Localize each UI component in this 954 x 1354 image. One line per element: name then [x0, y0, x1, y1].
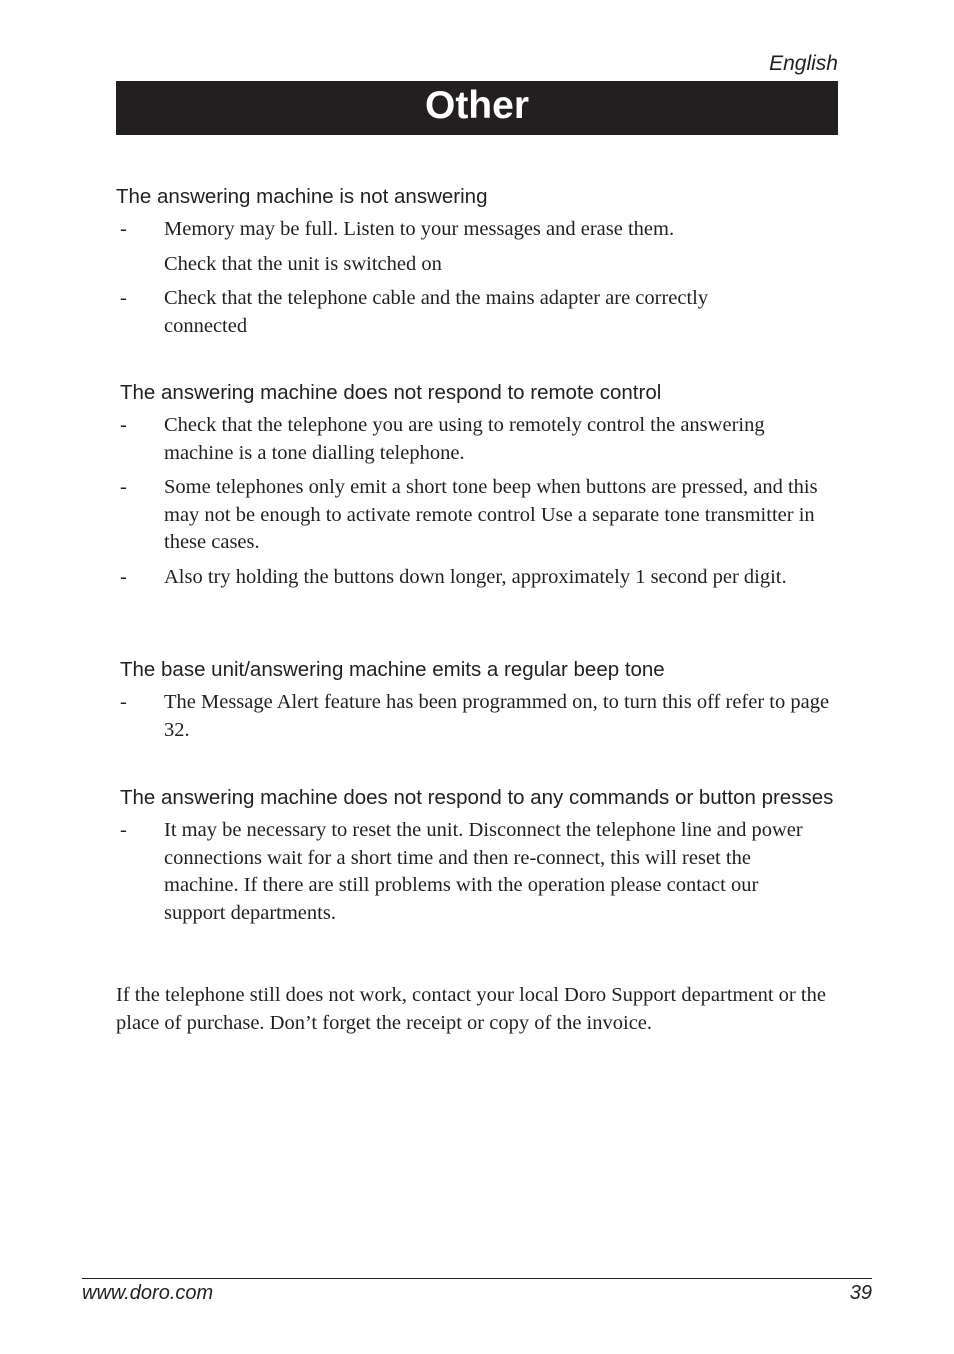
list-item	[116, 564, 838, 592]
list-item	[116, 412, 838, 467]
bullet-dash: -	[120, 819, 127, 841]
list-item-text: Some telephones only emit a short tone beep when buttons are pressed, and this may not be enough to activate remote control Use a separate tone transmitter in these cases.	[164, 476, 818, 553]
section-remote-control	[116, 379, 838, 598]
bullet-dash: -	[120, 252, 127, 275]
bullet-dash: -	[120, 691, 127, 713]
section-heading: The answering machine is not answering	[116, 185, 488, 208]
section-not-answering	[116, 183, 838, 347]
list-item-text: Memory may be full. Listen to your messages and erase them.	[164, 218, 675, 240]
bullet-dash: -	[120, 565, 127, 588]
list-item	[116, 817, 838, 927]
list-item-text: Check that the unit is switched on	[164, 252, 442, 275]
list-item-text: It may be necessary to reset the unit. Disconnect the telephone line and power connections wait for a short time and then re-connect, this will reset the machine. If there are still problems with the operation please contact our support departments.	[164, 819, 803, 924]
list-item-text: Also try holding the buttons down longer, approximately 1 second per digit.	[164, 565, 787, 588]
closing-paragraph: If the telephone still does not work, contact your local Doro Support department or the place of purchase. Don’t forget the receipt or copy of the invoice.	[116, 984, 826, 1034]
section-no-response	[116, 784, 838, 934]
bullet-dash: -	[120, 414, 127, 436]
list-item	[116, 474, 838, 557]
title-banner	[116, 81, 838, 135]
bullet-dash: -	[120, 476, 127, 498]
bullet-dash: -	[120, 218, 127, 240]
bullet-dash: -	[120, 287, 127, 309]
footer-divider	[82, 1278, 872, 1279]
list-item-text: The Message Alert feature has been programmed on, to turn this off refer to page 32.	[164, 691, 830, 741]
section-beep-tone	[116, 656, 838, 751]
list-item	[116, 689, 838, 744]
language-label: English	[769, 52, 838, 75]
page-title: Other	[424, 84, 529, 127]
section-heading: The base unit/answering machine emits a regular beep tone	[120, 658, 665, 681]
section-heading: The answering machine does not respond to remote control	[120, 381, 662, 404]
footer-url: www.doro.com	[82, 1282, 214, 1304]
list-item	[116, 285, 838, 340]
list-item	[116, 251, 838, 279]
list-item-text: Check that the telephone you are using to remotely control the answering machine is a tone dialling telephone.	[164, 414, 765, 464]
list-item	[116, 216, 838, 244]
list-item-text: Check that the telephone cable and the mains adapter are correctly connected	[164, 287, 709, 337]
section-heading: The answering machine does not respond to any commands or button presses	[120, 786, 834, 809]
page-number: 39	[849, 1282, 872, 1304]
